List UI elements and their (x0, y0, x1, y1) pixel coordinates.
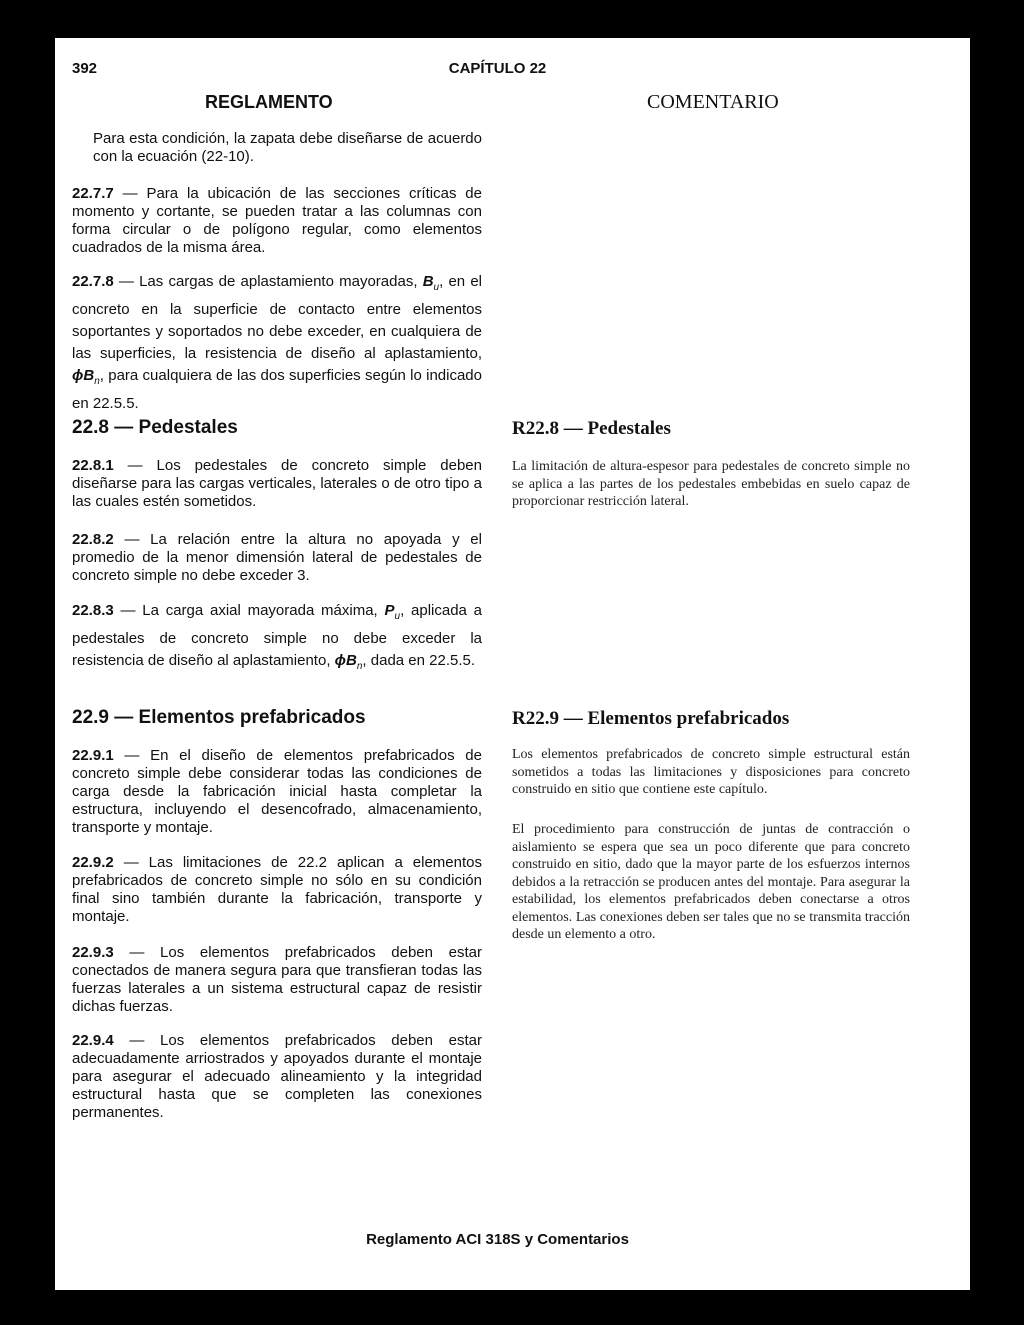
section-number: 22.9.2 (72, 854, 114, 871)
heading-r22-9: R22.9 — Elementos prefabricados (512, 708, 790, 729)
heading-22-8: 22.8 — Pedestales (72, 417, 238, 438)
chapter-title: CAPÍTULO 22 (448, 60, 547, 77)
document-page (55, 38, 970, 1290)
reglamento-title: REGLAMENTO (205, 92, 333, 112)
section-number: 22.8.1 (72, 457, 114, 474)
section-number: 22.9.4 (72, 1032, 114, 1049)
section-text: , dada en 22.5.5. (362, 652, 476, 669)
section-text: — Los elementos prefabricados deben estar conectados de manera segura para que transfieran todas las fuerzas laterales a un sistema estructural capaz de resistir dichas fuerzas. (72, 944, 482, 1015)
section-text: , para cualquiera de las dos superficies según lo indicado en 22.5.5. (72, 367, 482, 412)
section-text: , en el concreto en la superficie de contacto entre elementos soportantes y soportados no debe exceder, en cualquiera de las superficies, la resistencia de diseño al aplastamiento, (72, 273, 482, 362)
section-number: 22.9.1 (72, 747, 114, 764)
section-text: — La carga axial mayorada máxima, (113, 602, 385, 619)
section-text: , aplicada a pedestales de concreto simple no debe exceder la resistencia de diseño al aplastamiento, (72, 602, 482, 669)
heading-r22-8: R22.8 — Pedestales (512, 418, 671, 439)
variable: B (422, 273, 434, 290)
section-22-8-2 (72, 531, 482, 585)
section-22-9-1 (72, 747, 482, 837)
page-number: 392 (72, 60, 98, 77)
section-number: 22.7.7 (72, 185, 114, 202)
section-22-7-7 (72, 185, 482, 257)
section-text: — Los pedestales de concreto simple deben diseñarse para las cargas verticales, laterales o de otro tipo a las cuales estén sometidos. (72, 457, 482, 510)
paragraph: Para esta condición, la zapata debe diseñarse de acuerdo con la ecuación (22-10). (93, 130, 482, 165)
commentary-paragraph: El procedimiento para construcción de juntas de contracción o aislamiento se espera que sea un poco diferente que para concreto construido en sitio, dado que la mayor parte de los esfuerzos internos debidos a la retracción se producen antes del montaje. Para asegurar la estabilidad, los elementos prefabricados deben conectarse a otros elementos. Las conexiones deben ser tales que no se transmita tracción desde un elemento a otro. (512, 822, 910, 942)
section-number: 22.8.3 (72, 602, 114, 619)
commentary-paragraph: La limitación de altura-espesor para pedestales de concreto simple no se aplica a las partes de los pedestales embebidas en suelo capaz de proporcionar restricción lateral. (512, 459, 910, 509)
section-text: — Para la ubicación de las secciones críticas de momento y cortante, se pueden tratar a las columnas con forma circular o de polígono regular, como elementos cuadrados de la misma área. (72, 185, 482, 256)
subscript: u (394, 611, 401, 622)
section-22-9-3 (72, 944, 482, 1016)
page-footer: Reglamento ACI 318S y Comentarios (366, 1231, 629, 1248)
variable: ϕB (72, 367, 95, 384)
subscript: n (94, 376, 100, 387)
subscript: n (356, 661, 363, 672)
section-22-9-2 (72, 854, 482, 926)
section-number: 22.7.8 (72, 273, 114, 290)
section-22-7-8 (72, 271, 482, 415)
section-text: — Las limitaciones de 22.2 aplican a elementos prefabricados de concreto simple no sólo en su condición final sino también durante la fabricación, transporte y montaje. (72, 854, 482, 925)
commentary-paragraph: Los elementos prefabricados de concreto simple estructural están sometidos a todas las limitaciones y disposiciones para concreto construido en sitio que contiene este capítulo. (512, 747, 910, 797)
section-text: — Las cargas de aplastamiento mayoradas, (113, 273, 423, 290)
comentario-title: COMENTARIO (647, 91, 779, 113)
subscript: u (433, 282, 440, 293)
section-22-8-3 (72, 600, 482, 678)
section-22-9-4 (72, 1032, 482, 1122)
section-22-8-1 (72, 457, 482, 511)
section-number: 22.9.3 (72, 944, 114, 961)
variable: P (384, 602, 395, 619)
section-number: 22.8.2 (72, 531, 114, 548)
section-text: — Los elementos prefabricados deben estar adecuadamente arriostrados y apoyados durante el montaje para asegurar el adecuado alineamiento y la integridad estructural hasta que se completen las conexiones permanentes. (72, 1032, 482, 1121)
variable: ϕB (334, 652, 357, 669)
section-text: — La relación entre la altura no apoyada y el promedio de la menor dimensión lateral de pedestales de concreto simple no debe exceder 3. (72, 531, 482, 584)
section-text: — En el diseño de elementos prefabricados de concreto simple debe considerar todas las condiciones de carga desde la fabricación inicial hasta completar la estructura, incluyendo el desencofrado, almacenamiento, transporte y montaje. (72, 747, 482, 836)
heading-22-9: 22.9 — Elementos prefabricados (72, 707, 366, 728)
